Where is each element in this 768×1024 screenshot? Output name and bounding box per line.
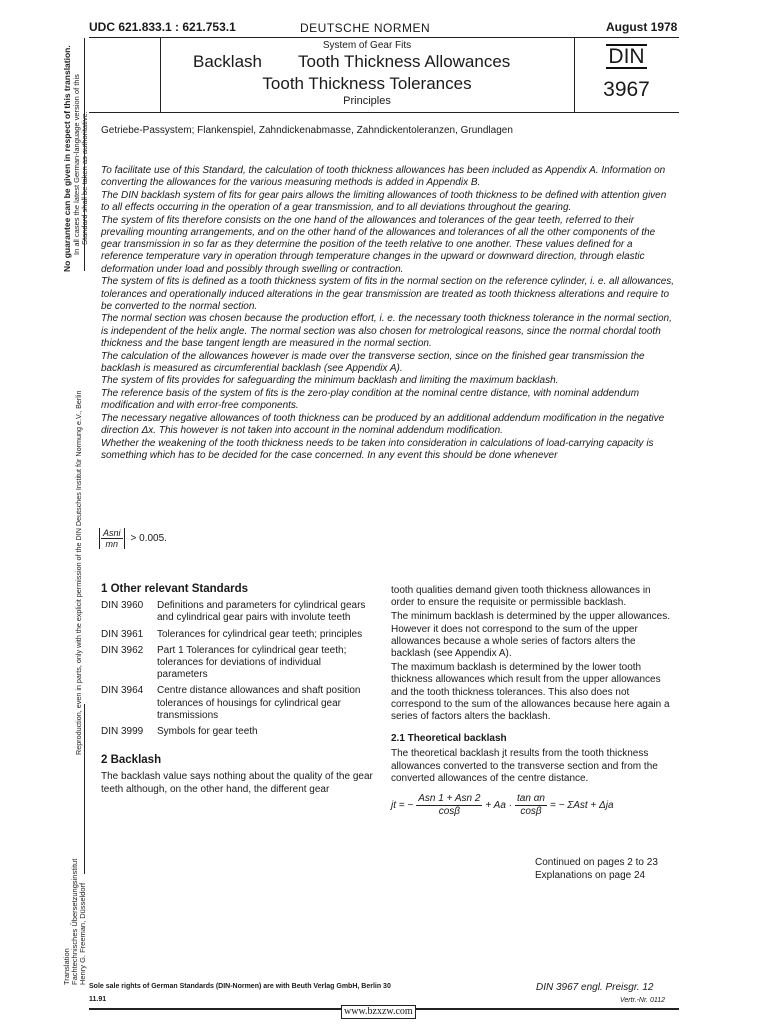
footer-code: 11.91 [89,996,107,1003]
translation-label: Translation [62,948,71,985]
standard-number: DIN 3962 [101,644,144,656]
section-2-heading: 2 Backlash [101,754,162,767]
right-paragraph: The theoretical backlash jt results from the tooth thickness allowances converted to the transverse section and from the converted allowances of the centre distance. [391,748,658,784]
intro-paragraph: The reference basis of the system of fits is the zero-play condition at the nominal centre distance, with nominal addendum modification and with error-free components. [101,388,640,412]
standard-description: Centre distance allowances and shaft position tolerances of housings for cylindrical gear transmissions [157,685,361,721]
formula-lhs: jt = − [391,799,414,811]
standard-number: DIN 3964 [101,685,144,697]
din-badge [574,44,679,69]
intro-text [101,165,677,463]
formula-frac2-den: cosβ [520,806,542,818]
standard-description: Part 1 Tolerances for cylindrical gear teeth; tolerances for deviations of individual parameters [157,644,347,681]
title-block-top-rule [89,37,679,38]
standard-description: Symbols for gear teeth [157,726,258,738]
din-reference: DIN 3967 engl. Preisgr. 12 [536,982,654,993]
standard-row [101,685,373,722]
standard-description: Definitions and parameters for cylindrical gears and cylindrical gear pairs with involute teeth [157,600,366,624]
din-label: DIN [608,45,645,68]
title-allowances: Tooth Thickness Allowances [298,52,511,71]
intro-paragraph: The normal section was chosen because the production effort, i. e. the necessary tooth thickness tolerance in the normal section, is independent of the helix angle. The normal section was also chosen for metrological reasons, since the normal chordal tooth thickness and the base tangent length are measured in the normal section. [101,313,672,349]
standard-number: DIN 3961 [101,628,144,640]
standard-row [101,629,373,641]
standard-description: Tolerances for cylindrical gear teeth; principles [157,628,363,640]
sidebar-rule-bottom [84,704,85,874]
condition-rhs: > 0.005. [130,533,167,544]
intro-paragraph: Whether the weakening of the tooth thickness needs to be taken into consideration in calculations of load-carrying capacity is something which has to be decided for the case concerned. In any event this should be done whenever [101,437,654,462]
continued-pages: Continued on pages 2 to 23 [535,857,658,868]
section-1-heading: 1 Other relevant Standards [101,583,248,595]
formula-frac1-den: cosβ [438,806,460,818]
subsection-2-1-heading: 2.1 Theoretical backlash [391,733,507,745]
right-paragraph: The minimum backlash is determined by the upper allowances. However it does not correspond to the sum of the upper allowances because a whole series of factors alters the backlash (see Appendix A). [391,611,671,660]
condition-numerator: Asni [103,528,121,538]
guarantee-notice: No guarantee can be given in respect of this translation. [62,45,72,272]
intro-paragraph: The system of fits therefore consists on the one hand of the allowances and tolerances of the gear teeth, referred to their prevailing mounting arrangements, and on the other hand of the allowances and tolerances of all the other components of the gear transmission in so far as they determine the position of the teeth relative to one another. These values defined for a reference temperature vary in operation through temperature changes in the upward or downward direction, through elastic deformation under load and possibly through swelling or contraction. [101,214,656,275]
reproduction-notice: Reproduction, even in parts, only with the explicit permission of the DIN Deutsches Institut für Normung e.V., Berlin [74,390,83,755]
formula-rhs: = − ΣAst + Δja [549,799,614,811]
intro-paragraph: To facilitate use of this Standard, the calculation of tooth thickness allowances has been included as Appendix A. Information on converting the allowances for the various measuring methods is added in Appendix B. [101,165,666,189]
left-column [101,583,373,796]
translation-institute: Fachtechnisches Übersetzungsinstitut [70,858,79,985]
section-2-text: The backlash value says nothing about the quality of the gear teeth although, on the other hand, the different gear [101,771,373,795]
guarantee-line-1: In all cases the latest German-language version of this [72,74,81,255]
din-number: 3967 [603,78,650,101]
right-paragraph: tooth qualities demand given tooth thickness allowances in order to ensure the requisite or permissible backlash. [391,585,651,609]
title-block-bottom-rule [89,112,679,113]
title-principles: Principles [343,95,391,107]
continuation-note [535,856,658,882]
guarantee-line-2: Standard shall be taken as authoritative. [80,111,89,245]
translator-name: Henry G. Freeman, Düsseldorf [78,882,87,985]
standard-row [101,645,373,682]
udc-number: UDC 621.833.1 : 621.753.1 [89,20,236,34]
publication-date: August 1978 [606,20,678,34]
right-column [391,585,673,818]
formula-mid: + Aa · [485,799,513,811]
vertr-number: Vertr.-Nr. 0112 [620,997,665,1004]
standard-row [101,726,373,738]
standard-number: DIN 3960 [101,600,144,612]
system-subtitle: System of Gear Fits [322,40,412,51]
watermark-stamp: www.bzxzw.com [341,1005,416,1019]
formula-frac1-num: Asn 1 + Asn 2 [416,793,482,806]
intro-paragraph: The DIN backlash system of fits for gear pairs allows the limiting allowances of tooth thickness to be defined with attention given to all effects occurring in the operation of a gear transmission, and to all deviations throughout the gearing. [101,189,667,214]
formula-frac2-num: tan αn [515,793,547,806]
publisher-label: DEUTSCHE NORMEN [300,21,431,35]
intro-paragraph: The necessary negative allowances of tooth thickness can be produced by an additional addendum modification in the negative direction Δx. This however is not taken into account in the nominal addendum modification. [101,413,665,437]
title-tolerances: Tooth Thickness Tolerances [262,74,472,93]
title-backlash: Backlash [193,52,262,71]
standard-number: DIN 3999 [101,726,144,738]
intro-paragraph: The system of fits provides for safeguarding the minimum backlash and limiting the maximum backlash. [101,375,559,387]
intro-paragraph: The calculation of the allowances however is made over the transverse section, since on the finished gear transmission the backlash is measured as circumferential backlash (see Appendix A). [101,350,645,374]
backlash-formula [391,793,673,818]
condition-formula [99,528,167,549]
standard-row [101,600,373,624]
right-paragraph: The maximum backlash is determined by the lower tooth thickness allowances which result from the upper allowances and the tooth thickness tolerances. This also does not correspond to the sum of the allowances because here again a series of factors alters the backlash. [391,662,670,723]
sole-rights-notice: Sole sale rights of German Standards (DIN-Normen) are with Beuth Verlag GmbH, Berlin 30 [89,983,391,990]
german-keywords: Getriebe-Passystem; Flankenspiel, Zahndickenabmasse, Zahndickentoleranzen, Grundlagen [101,125,513,136]
intro-paragraph: The system of fits is defined as a tooth thickness system of fits in the normal section on the reference cylinder, i. e. all allowances, tolerances and operationally induced alterations in the gear transmission are treated as tooth thickness alterations and require to be converted to the normal section. [101,276,675,312]
explanations-page: Explanations on page 24 [535,870,646,881]
condition-denominator: mn [105,539,119,549]
